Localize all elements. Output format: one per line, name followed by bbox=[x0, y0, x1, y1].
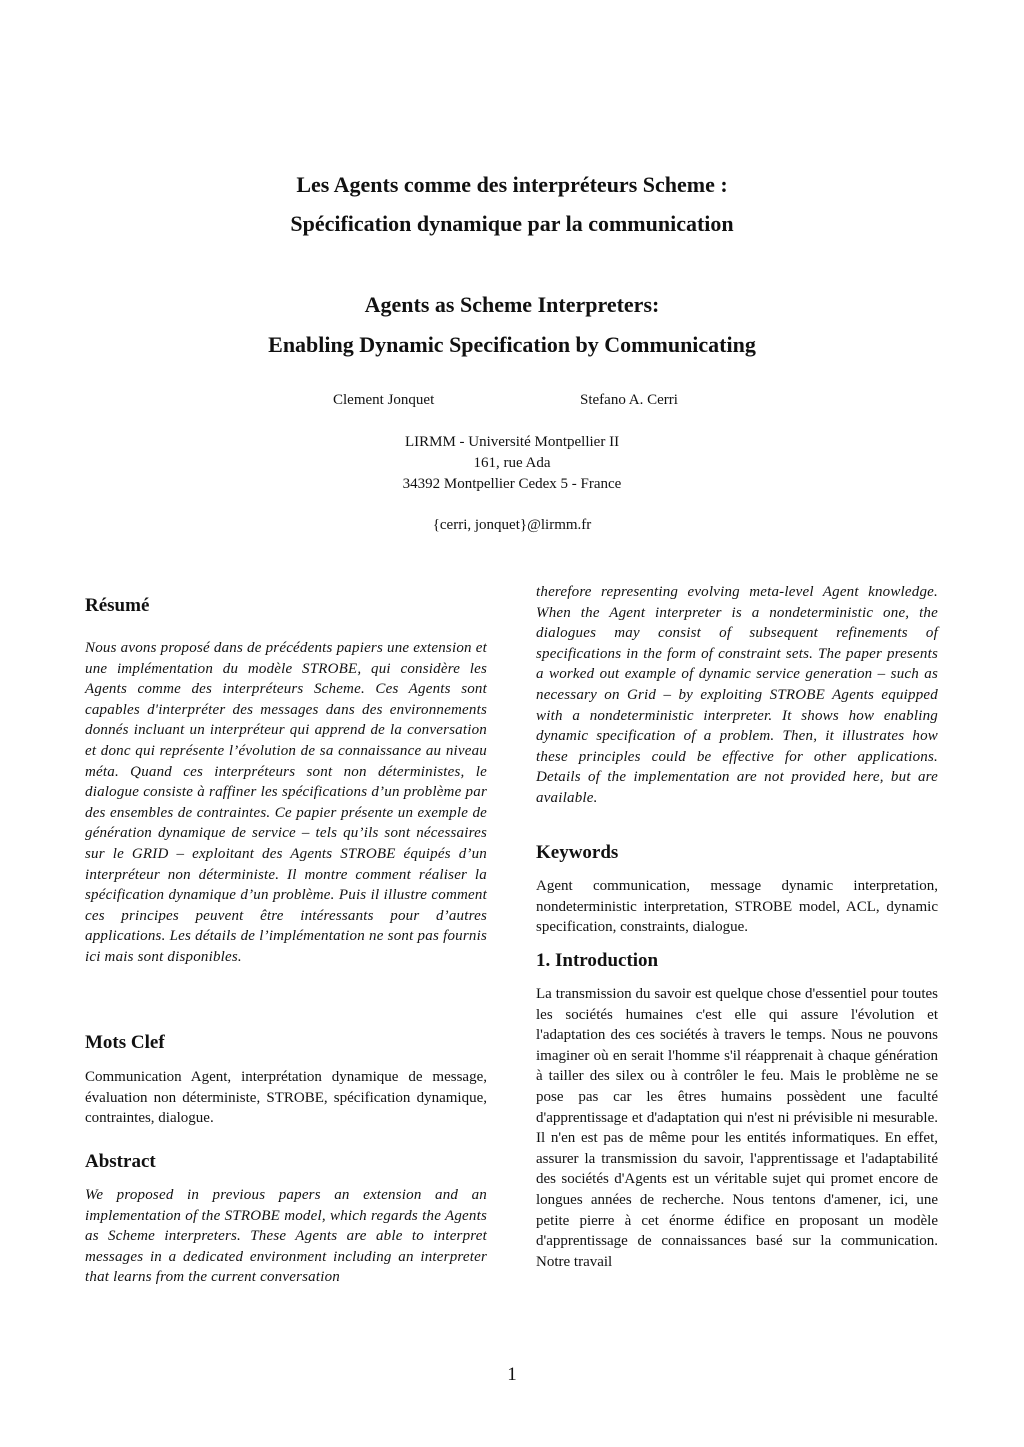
keywords-text: Agent communication, message dynamic interpretation, nondeterministic interpretation, STROBE model, ACL, dynamic specification, constraints, dialogue. bbox=[536, 878, 938, 936]
resume-text: Nous avons proposé dans de précédents papiers une extension et une implémentation du modèle STROBE, qui considère les Agents comme des interpréteurs Scheme. Ces Agents sont capables d'interpréter des messages dans des environnements donnés incluant un interpréteur qui apprend de la conversation et donc qui représente l’évolution de sa connaissance au niveau méta. Quand ces interpréteurs sont non déterministes, le dialogue consiste à raffiner les spécifications d’un problème par des ensembles de contraintes. Ce papier présente un exemple de génération dynamique de service – tels qu’ils sont nécessaires sur le GRID – exploitant des Agents STROBE équipés d’un interpréteur non déterministe. Il montre comment réaliser la spécification dynamique d’un problème. Puis il illustre comment ces principes peuvent être intéressants pour d’autres applications. Les détails de l’implémentation ne sont pas fournis ici mais sont disponibles. bbox=[85, 640, 487, 965]
title-en-line1: Agents as Scheme Interpreters: bbox=[364, 292, 660, 317]
author-cerri: Stefano A. Cerri bbox=[580, 392, 678, 408]
abstract-heading: Abstract bbox=[85, 1151, 156, 1172]
affiliation-line2: 161, rue Ada bbox=[473, 455, 551, 471]
mots-clef-text: Communication Agent, interprétation dynamique de message, évaluation non déterministe, STROBE, spécification dynamique, contraintes, dialogue. bbox=[85, 1069, 487, 1127]
resume-heading: Résumé bbox=[85, 595, 150, 616]
mots-clef-heading: Mots Clef bbox=[85, 1032, 165, 1053]
page-number: 1 bbox=[507, 1364, 517, 1385]
author-email: {cerri, jonquet}@lirmm.fr bbox=[432, 517, 592, 533]
keywords-heading: Keywords bbox=[536, 842, 619, 863]
affiliation-line3: 34392 Montpellier Cedex 5 - France bbox=[402, 476, 622, 492]
introduction-heading: 1. Introduction bbox=[536, 950, 659, 971]
author-jonquet: Clement Jonquet bbox=[333, 392, 435, 408]
affiliation-line1: LIRMM - Université Montpellier II bbox=[404, 434, 620, 450]
title-en-line2: Enabling Dynamic Specification by Communicating bbox=[268, 332, 756, 357]
abstract-text: We proposed in previous papers an extension and an implementation of the STROBE model, which regards the Agents as Scheme interpreters. These Agents are able to interpret messages in a dedicated environment including an interpreter that learns from the current conversation bbox=[85, 1187, 487, 1286]
abstract-text-continued: therefore representing evolving meta-level Agent knowledge. When the Agent interpreter is a nondeterministic one, the dialogues may consist of subsequent refinements of specifications in the form of constraint sets. The paper presents a worked out example of dynamic service generation – such as necessary on Grid – by exploiting STROBE Agents equipped with a nondeterministic interpreter. It shows how enabling dynamic specification of a problem. Then, it illustrates how these principles could be effective for other applications. Details of the implementation are not provided here, but are available. bbox=[536, 584, 938, 806]
introduction-text: La transmission du savoir est quelque chose d'essentiel pour toutes les sociétés humaines c'est elle qui assure l'évolution et l'adaptation des ces sociétés à travers le temps. Nous ne pouvons imaginer où en serait l'homme s'il réapprenait à chaque génération à tailler des silex ou à contrôler le feu. Mais le problème ne se pose pas car les êtres humains possèdent une faculté d'apprentissage et d'adaptation qui n'est ni prévisible ni mesurable. Il n'en est pas de même pour les entités informatiques. En effet, assurer la transmission du savoir, l'apprentissage et l'adaptabilité des sociétés d'Agents est un véritable sujet qui promet encore de longues années de recherche. Nous tentons d'amener, ici, une petite pierre à cet énorme édifice en proposant un modèle d'apprentissage de connaissances basé sur la communication. Notre travail bbox=[536, 986, 938, 1270]
title-fr-line1: Les Agents comme des interpréteurs Scheme : bbox=[296, 172, 728, 197]
title-fr-line2: Spécification dynamique par la communication bbox=[290, 211, 734, 236]
